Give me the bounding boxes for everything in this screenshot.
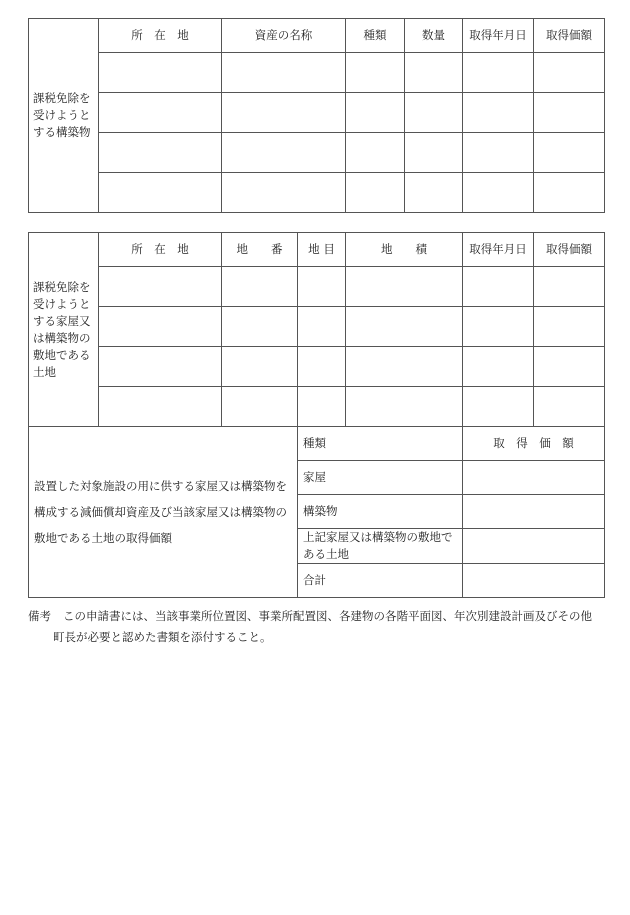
input-cell[interactable]	[222, 53, 346, 93]
header-acquisition-price: 取得価額	[534, 19, 605, 53]
header-quantity: 数量	[405, 19, 463, 53]
input-cell[interactable]	[99, 347, 222, 387]
header-type: 種類	[346, 19, 405, 53]
header-acquisition-date: 取得年月日	[463, 233, 534, 267]
input-cell[interactable]	[99, 93, 222, 133]
input-cell[interactable]	[534, 347, 605, 387]
input-cell[interactable]	[298, 387, 346, 427]
input-cell[interactable]	[463, 461, 605, 495]
structures-side-label: 課税免除を受けようとする構築物	[29, 19, 99, 213]
summary-type-header: 種類	[298, 427, 463, 461]
input-cell[interactable]	[534, 53, 605, 93]
input-cell[interactable]	[534, 307, 605, 347]
input-cell[interactable]	[222, 387, 298, 427]
input-cell[interactable]	[463, 133, 534, 173]
header-location: 所 在 地	[99, 19, 222, 53]
input-cell[interactable]	[346, 173, 405, 213]
input-cell[interactable]	[99, 267, 222, 307]
input-cell[interactable]	[222, 173, 346, 213]
input-cell[interactable]	[346, 307, 463, 347]
input-cell[interactable]	[463, 93, 534, 133]
input-cell[interactable]	[222, 307, 298, 347]
input-cell[interactable]	[298, 267, 346, 307]
summary-label-land: 上記家屋又は構築物の敷地である土地	[298, 529, 463, 564]
input-cell[interactable]	[463, 173, 534, 213]
input-cell[interactable]	[405, 133, 463, 173]
header-acquisition-price: 取得価額	[534, 233, 605, 267]
input-cell[interactable]	[463, 529, 605, 564]
input-cell[interactable]	[346, 267, 463, 307]
header-land-area: 地 積	[346, 233, 463, 267]
input-cell[interactable]	[405, 53, 463, 93]
input-cell[interactable]	[463, 564, 605, 598]
remarks-label: 備考	[28, 609, 51, 623]
input-cell[interactable]	[534, 267, 605, 307]
remarks-text-2: 町長が必要と認めた書類を添付すること。	[53, 630, 272, 644]
input-cell[interactable]	[222, 347, 298, 387]
table-row	[29, 93, 605, 133]
structures-table	[28, 18, 605, 213]
input-cell[interactable]	[463, 495, 605, 529]
remarks-text-1: この申請書には、当該事業所位置図、事業所配置図、各建物の各階平面図、年次別建設計画及びその他	[63, 609, 592, 623]
input-cell[interactable]	[298, 307, 346, 347]
input-cell[interactable]	[346, 53, 405, 93]
remarks-line-1	[28, 606, 618, 627]
table-row	[29, 133, 605, 173]
table-row	[29, 53, 605, 93]
land-side-label: 課税免除を受けようとする家屋又は構築物の敷地である土地	[29, 233, 99, 427]
input-cell[interactable]	[222, 93, 346, 133]
input-cell[interactable]	[534, 93, 605, 133]
input-cell[interactable]	[99, 387, 222, 427]
input-cell[interactable]	[222, 267, 298, 307]
table-row	[29, 267, 605, 307]
table-row	[29, 347, 605, 387]
input-cell[interactable]	[298, 347, 346, 387]
input-cell[interactable]	[463, 347, 534, 387]
summary-label-total: 合計	[298, 564, 463, 598]
input-cell[interactable]	[463, 387, 534, 427]
header-land-category: 地 目	[298, 233, 346, 267]
table-row	[29, 307, 605, 347]
input-cell[interactable]	[99, 133, 222, 173]
input-cell[interactable]	[534, 173, 605, 213]
header-lot-number: 地 番	[222, 233, 298, 267]
input-cell[interactable]	[346, 133, 405, 173]
remarks	[28, 606, 618, 648]
input-cell[interactable]	[463, 267, 534, 307]
input-cell[interactable]	[346, 93, 405, 133]
input-cell[interactable]	[222, 133, 346, 173]
header-asset-name: 資産の名称	[222, 19, 346, 53]
summary-amount-header: 取 得 価 額	[463, 427, 605, 461]
input-cell[interactable]	[534, 387, 605, 427]
land-table	[28, 232, 605, 598]
input-cell[interactable]	[346, 387, 463, 427]
input-cell[interactable]	[346, 347, 463, 387]
header-acquisition-date: 取得年月日	[463, 19, 534, 53]
input-cell[interactable]	[534, 133, 605, 173]
input-cell[interactable]	[463, 307, 534, 347]
header-location: 所 在 地	[99, 233, 222, 267]
input-cell[interactable]	[463, 53, 534, 93]
summary-label-house: 家屋	[298, 461, 463, 495]
input-cell[interactable]	[405, 93, 463, 133]
input-cell[interactable]	[405, 173, 463, 213]
table-row	[29, 387, 605, 427]
table-row	[29, 173, 605, 213]
input-cell[interactable]	[99, 173, 222, 213]
input-cell[interactable]	[99, 307, 222, 347]
input-cell[interactable]	[99, 53, 222, 93]
summary-label-structure: 構築物	[298, 495, 463, 529]
acquisition-description: 設置した対象施設の用に供する家屋又は構築物を構成する減価償却資産及び当該家屋又は構築物の敷地である土地の取得価額	[29, 427, 298, 598]
